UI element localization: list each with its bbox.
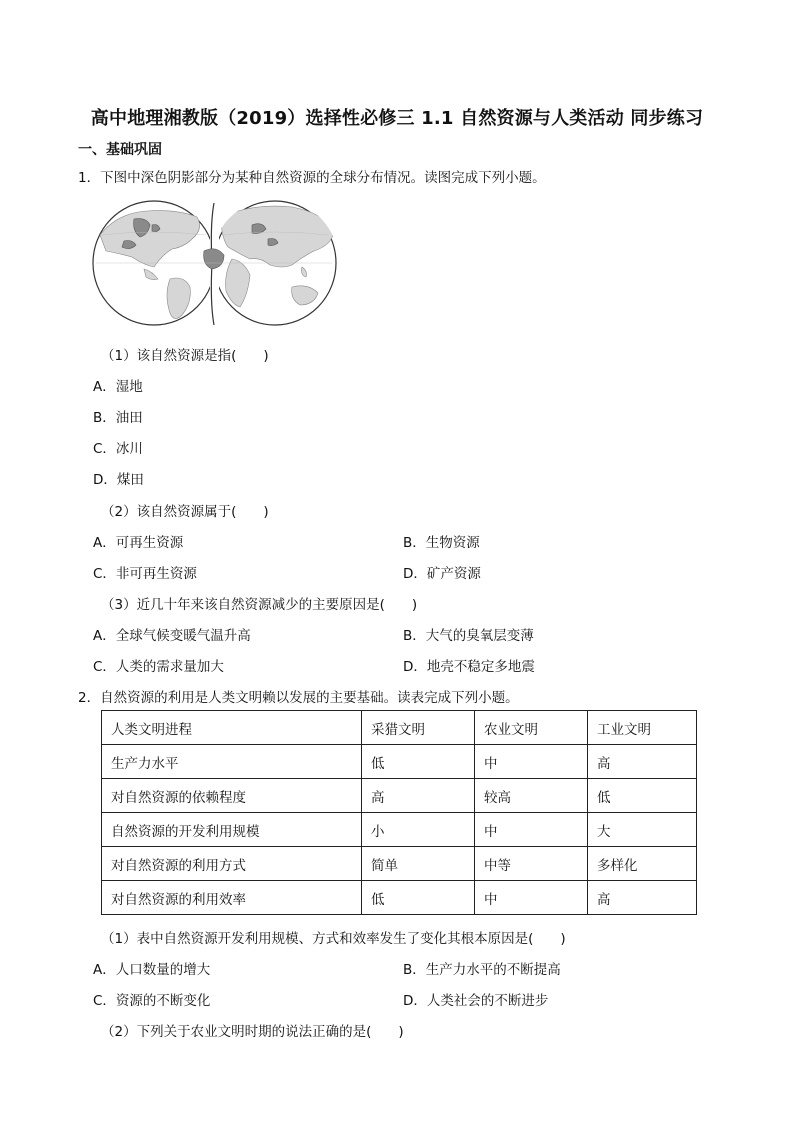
table-cell: 小 [362,813,475,847]
table-cell: 多样化 [588,847,697,881]
q1-sub1-option-b[interactable]: B．油田 [93,410,143,426]
table-header-cell: 农业文明 [475,711,588,745]
civilization-table [101,710,697,915]
table-row [102,779,697,813]
q1-sub3-option-b[interactable]: B．大气的臭氧层变薄 [403,628,534,644]
table-header-row [102,711,697,745]
table-row [102,847,697,881]
table-cell: 低 [588,779,697,813]
q1-sub1-option-c[interactable]: C．冰川 [93,441,143,457]
section-heading: 一、基础巩固 [78,142,162,158]
table-cell: 较高 [475,779,588,813]
table-header-cell: 人类文明进程 [102,711,362,745]
q2-sub2-stem: （2）下列关于农业文明时期的说法正确的是( ) [101,1024,404,1040]
q1-sub1-stem: （1）该自然资源是指( ) [101,348,269,364]
q2-sub1-option-b[interactable]: B．生产力水平的不断提高 [403,962,561,978]
table-cell: 大 [588,813,697,847]
page-title: 高中地理湘教版（2019）选择性必修三 1.1 自然资源与人类活动 同步练习 [90,108,704,129]
table-header-cell: 工业文明 [588,711,697,745]
table-row [102,745,697,779]
table-cell: 简单 [362,847,475,881]
q1-sub2-option-c[interactable]: C．非可再生资源 [93,566,197,582]
q2-sub1-stem: （1）表中自然资源开发利用规模、方式和效率发生了变化其根本原因是( ) [101,931,566,947]
table-cell: 中等 [475,847,588,881]
q1-sub2-option-b[interactable]: B．生物资源 [403,535,480,551]
table-cell: 低 [362,881,475,915]
table-header-cell: 采猎文明 [362,711,475,745]
table-cell: 自然资源的开发利用规模 [102,813,362,847]
q1-sub1-option-a[interactable]: A．湿地 [93,379,143,395]
q2-sub1-option-d[interactable]: D．人类社会的不断进步 [403,993,549,1009]
table-cell: 中 [475,881,588,915]
q1-sub3-option-d[interactable]: D．地壳不稳定多地震 [403,659,535,675]
q2-sub1-option-a[interactable]: A．人口数量的增大 [93,962,211,978]
table-cell: 对自然资源的利用方式 [102,847,362,881]
q1-sub2-stem: （2）该自然资源属于( ) [101,504,269,520]
q2-stem: 2．自然资源的利用是人类文明赖以发展的主要基础。读表完成下列小题。 [78,690,519,706]
q1-sub1-option-d[interactable]: D．煤田 [93,472,144,488]
q1-sub3-stem: （3）近几十年来该自然资源减少的主要原因是( ) [101,597,418,613]
q1-sub2-option-a[interactable]: A．可再生资源 [93,535,184,551]
table-cell: 低 [362,745,475,779]
q2-sub1-option-c[interactable]: C．资源的不断变化 [93,993,211,1009]
table-cell: 对自然资源的利用效率 [102,881,362,915]
table-cell: 对自然资源的依赖程度 [102,779,362,813]
table-cell: 高 [588,745,697,779]
table-row [102,881,697,915]
q1-sub2-option-d[interactable]: D．矿产资源 [403,566,481,582]
table-cell: 中 [475,813,588,847]
table-cell: 高 [588,881,697,915]
q1-sub3-option-c[interactable]: C．人类的需求量加大 [93,659,224,675]
table-cell: 生产力水平 [102,745,362,779]
table-row [102,813,697,847]
table-cell: 中 [475,745,588,779]
q1-stem: 1．下图中深色阴影部分为某种自然资源的全球分布情况。读图完成下列小题。 [78,170,546,186]
table-cell: 高 [362,779,475,813]
q1-sub3-option-a[interactable]: A．全球气候变暖气温升高 [93,628,251,644]
world-map-icon [92,195,337,335]
